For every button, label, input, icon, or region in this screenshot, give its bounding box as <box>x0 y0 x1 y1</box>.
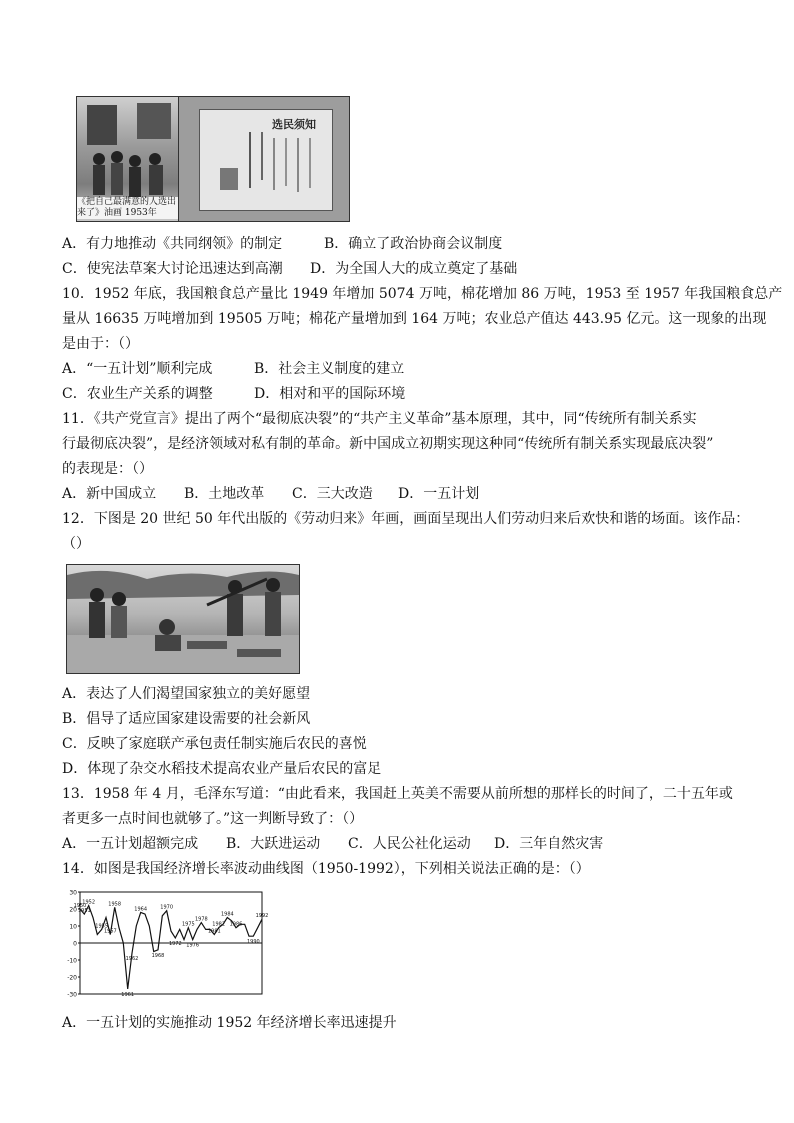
voter-notice-image <box>178 96 350 222</box>
point-label: 1970 <box>160 904 174 911</box>
growth-series-line <box>77 906 262 989</box>
growth-rate-chart <box>62 884 269 999</box>
q11-options <box>62 483 479 505</box>
point-label: 1975 <box>181 921 195 928</box>
q13-option-a[interactable]: A．一五计划超额完成 <box>62 836 199 852</box>
point-label: 1957 <box>103 928 117 935</box>
point-label: 1964 <box>134 906 148 913</box>
voting-painting-caption: 《把自己最满意的人选出来了》油画 1953年 <box>77 197 179 219</box>
q10-option-c[interactable]: C．农业生产关系的调整 <box>62 386 213 402</box>
q10-option-d[interactable]: D．相对和平的国际环境 <box>254 386 406 402</box>
q12-option-b[interactable]: B．倡导了适应国家建设需要的社会新风 <box>62 711 311 727</box>
q13-options <box>62 833 603 855</box>
q9-options-row2 <box>62 258 517 280</box>
q11-option-a[interactable]: A．新中国成立 <box>62 486 157 502</box>
q10-stem-line2: 量从 16635 万吨增加到 19505 万吨；棉花产量增加到 164 万吨；农业总产值达 443.95 亿元。这一现象的出现 <box>62 311 767 327</box>
point-label: 1978 <box>194 916 208 923</box>
q12-stem-line1: 12．下图是 20 世纪 50 年代出版的《劳动归来》年画，画面呈现出人们劳动归来后欢快和谐的场面。该作品： <box>62 511 750 527</box>
point-label: 1982 <box>212 921 226 928</box>
q13-stem-line1: 13．1958 年 4 月，毛泽东写道：“由此看来，我国赶上英美不需要从前所想的那样长的时间了，二十五年或 <box>62 786 733 802</box>
q10-stem-line1: 10．1952 年底，我国粮食总产量比 1949 年增加 5074 万吨，棉花增加 86 万吨，1953 至 1957 年我国粮食总产 <box>62 286 783 302</box>
point-label: 1958 <box>108 901 122 908</box>
point-label: 1986 <box>229 921 243 928</box>
q13-option-c[interactable]: C．人民公社化运动 <box>348 836 471 852</box>
point-label: 1962 <box>125 956 139 963</box>
point-label: 1951 <box>77 908 91 915</box>
q9-option-d[interactable]: D．为全国人大的成立奠定了基础 <box>310 261 518 277</box>
q12-stem-line2: （） <box>62 536 90 552</box>
y-tick-label: -30 <box>67 991 77 999</box>
q11-stem-line1: 11．《共产党宣言》提出了两个“最彻底决裂”的“共产主义革命”基本原理，其中，同“传统所有制关系实 <box>62 411 697 427</box>
q13-option-b[interactable]: B．大跃进运动 <box>226 836 321 852</box>
point-label: 1961 <box>121 991 135 998</box>
point-label: 1955 <box>95 923 109 930</box>
point-label: 1984 <box>220 911 234 918</box>
q13-option-d[interactable]: D．三年自然灾害 <box>494 836 604 852</box>
q14-stem-line1: 14．如图是我国经济增长率波动曲线图（1950-1992），下列相关说法正确的是：（） <box>62 861 590 877</box>
voter-notice-title: 选民须知 <box>272 118 316 131</box>
point-label: 1992 <box>255 913 269 920</box>
q10-options-row2 <box>62 383 405 405</box>
labor-return-painting-drawing <box>67 565 299 673</box>
q11-option-d[interactable]: D．一五计划 <box>398 486 480 502</box>
y-tick-label: 0 <box>73 940 77 948</box>
q9-option-a[interactable]: A．有力地推动《共同纲领》的制定 <box>62 236 283 252</box>
voter-notice-paper <box>199 109 333 211</box>
q11-option-c[interactable]: C．三大改造 <box>292 486 373 502</box>
y-tick-label: -10 <box>67 957 77 965</box>
q14-option-a[interactable]: A．一五计划的实施推动 1952 年经济增长率迅速提升 <box>62 1015 397 1031</box>
q9-options-row1 <box>62 233 502 255</box>
q12-option-d[interactable]: D．体现了杂交水稻技术提高农业产量后农民的富足 <box>62 761 382 777</box>
y-tick-label: -20 <box>67 974 77 982</box>
q9-option-b[interactable]: B．确立了政治协商会议制度 <box>324 236 503 252</box>
labor-return-painting-image <box>66 564 300 674</box>
point-label: 1990 <box>246 939 260 946</box>
q10-options-row1 <box>62 358 404 380</box>
q11-stem-line3: 的表现是：（） <box>62 461 153 477</box>
y-tick-label: 10 <box>69 923 77 931</box>
q12-option-c[interactable]: C．反映了家庭联产承包责任制实施后农民的喜悦 <box>62 736 367 752</box>
point-label: 1972 <box>168 940 182 947</box>
point-label: 1952 <box>82 899 96 906</box>
q11-stem-line2: 行最彻底决裂”，是经济领域对私有制的革命。新中国成立初期实现这种同“传统所有制关系实现最底决裂” <box>62 436 714 452</box>
q10-option-a[interactable]: A．“一五计划”顺利完成 <box>62 361 213 377</box>
voting-painting-image <box>76 96 180 222</box>
q9-option-c[interactable]: C．使宪法草案大讨论迅速达到高潮 <box>62 261 283 277</box>
point-label: 1981 <box>207 928 221 935</box>
point-label: 1950 <box>73 903 87 909</box>
point-label: 1976 <box>186 942 200 949</box>
q10-option-b[interactable]: B．社会主义制度的建立 <box>254 361 405 377</box>
q11-option-b[interactable]: B．土地改革 <box>184 486 265 502</box>
q13-stem-line2: 者更多一点时间也就够了。”这一判断导致了：（） <box>62 811 364 827</box>
q10-stem-line3: 是由于：（） <box>62 336 139 352</box>
y-tick-label: 30 <box>69 889 77 897</box>
q12-option-a[interactable]: A．表达了人们渴望国家独立的美好愿望 <box>62 686 311 702</box>
voter-notice-text-lines <box>200 110 332 210</box>
y-tick-label: 20 <box>69 906 77 914</box>
point-label: 1968 <box>151 952 165 959</box>
